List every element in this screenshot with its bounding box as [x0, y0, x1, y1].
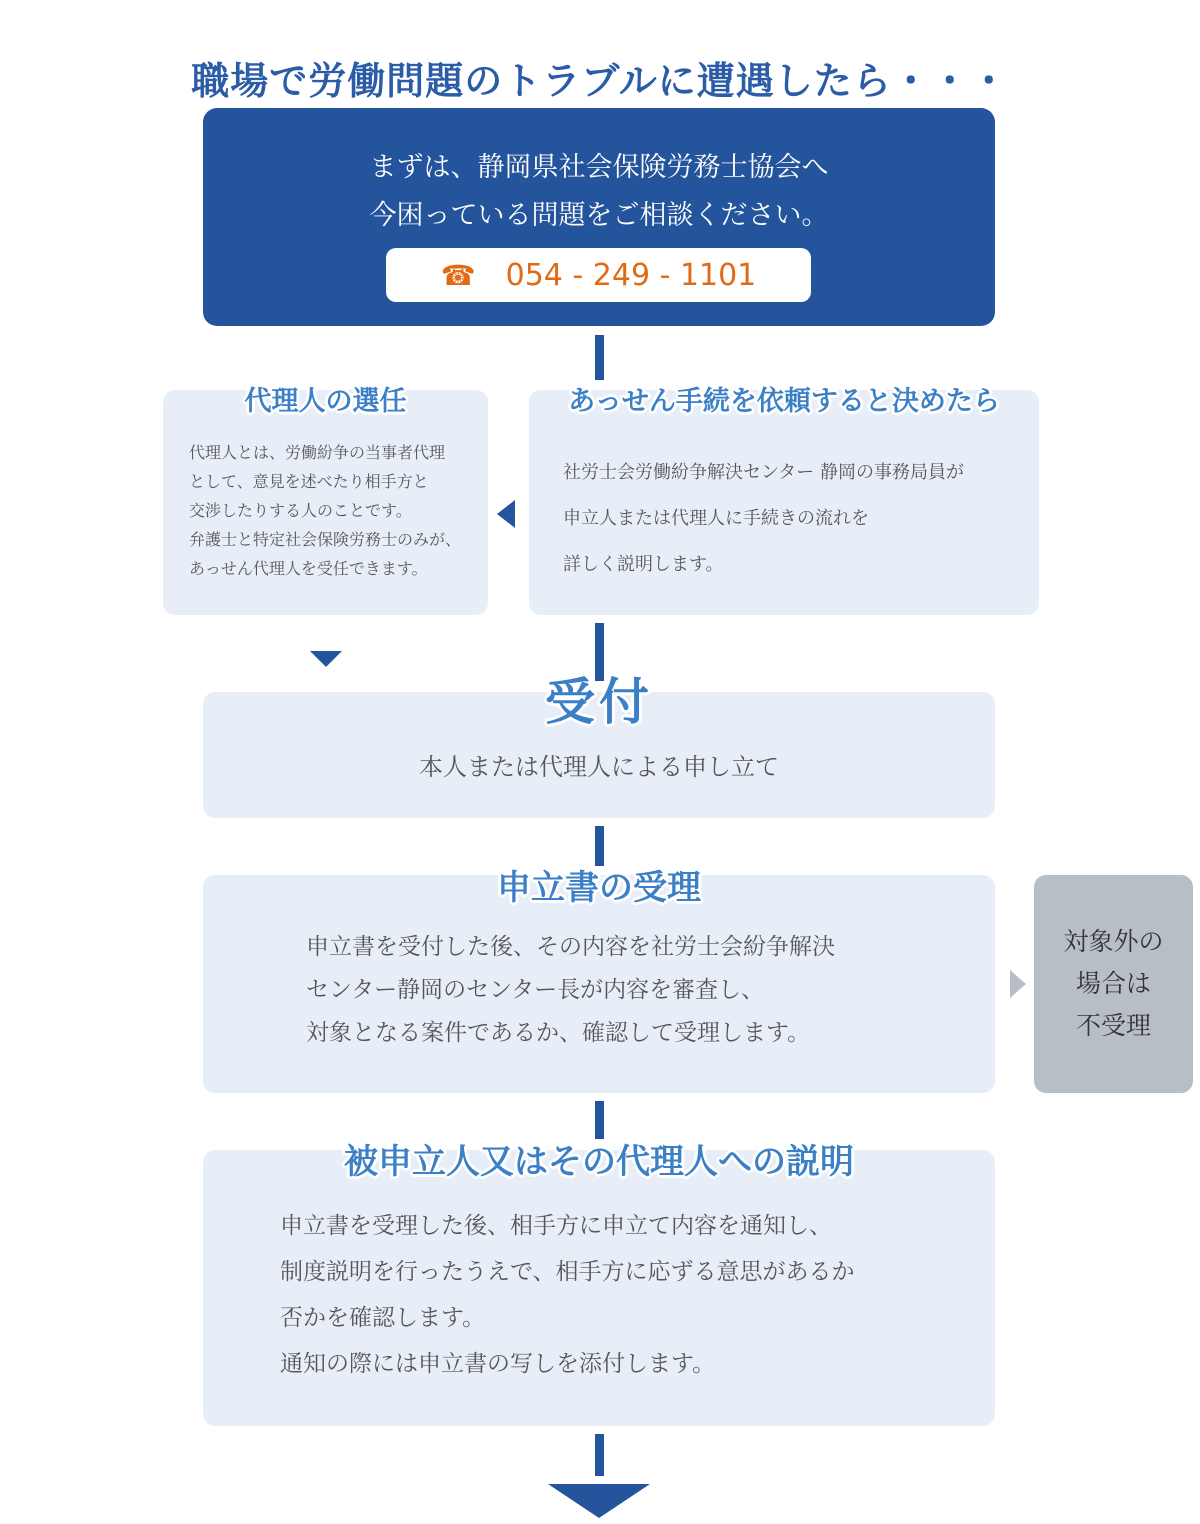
rejection-line: 対象外の	[1063, 927, 1164, 956]
acceptance-line: 申立書を受付した後、その内容を社労士会紛争解決	[306, 934, 835, 960]
page-title: 職場で労働問題のトラブルに遭遇したら・・・	[191, 59, 1009, 103]
consultation-line-2: 今困っている問題をご相談ください。	[369, 200, 829, 231]
decide-line: 詳しく説明します。	[563, 554, 724, 575]
explanation-line: 申立書を受理した後、相手方に申立て内容を通知し、	[280, 1213, 832, 1239]
decide-text	[563, 450, 964, 588]
explanation-text	[280, 1203, 855, 1387]
acceptance-title: 申立書の受理	[497, 868, 701, 908]
agent-line: 代理人とは、労働紛争の当事者代理	[189, 443, 446, 462]
phone-icon: ☎	[440, 258, 476, 292]
decide-line: 申立人または代理人に手続きの流れを	[563, 508, 869, 529]
reception-text: 本人または代理人による申し立て	[419, 753, 779, 781]
decide-title: あっせん手続を依頼すると決めたら	[568, 386, 1000, 417]
consultation-line-1: まずは、静岡県社会保険労務士協会へ	[369, 152, 829, 183]
agent-selection-text	[189, 438, 461, 583]
rejection-line: 場合は	[1075, 969, 1151, 998]
explanation-line: 通知の際には申立書の写しを添付します。	[280, 1351, 716, 1377]
connector-line	[595, 1434, 604, 1476]
decide-line: 社労士会労働紛争解決センター 静岡の事務局員が	[563, 462, 964, 483]
acceptance-line: 対象となる案件であるか、確認して受理します。	[306, 1020, 811, 1046]
phone-number: 054 - 249 - 1101	[505, 257, 757, 293]
rejection-box	[1034, 875, 1193, 1093]
explanation-line: 制度説明を行ったうえで、相手方に応ずる意思があるか	[280, 1259, 855, 1285]
agent-line: あっせん代理人を受任できます。	[189, 559, 428, 578]
reception-title: 受付	[545, 673, 653, 731]
connector-line	[595, 335, 604, 380]
phone-number-button[interactable]	[386, 248, 811, 302]
consultation-text	[203, 144, 995, 240]
acceptance-text	[306, 926, 835, 1055]
agent-line: 交渉したりする人のことです。	[189, 501, 412, 520]
rejection-line: 不受理	[1075, 1011, 1151, 1040]
agent-selection-title: 代理人の選任	[244, 386, 407, 417]
consultation-box	[203, 108, 995, 326]
agent-line: として、意見を述べたり相手方と	[189, 472, 429, 491]
arrow-down-large-icon	[548, 1484, 650, 1518]
acceptance-line: センター静岡のセンター長が内容を審査し、	[306, 977, 765, 1003]
arrow-right-icon	[1010, 970, 1026, 998]
arrow-left-icon	[497, 500, 515, 528]
agent-line: 弁護士と特定社会保険労務士のみが、	[189, 530, 462, 549]
explanation-line: 否かを確認します。	[280, 1305, 486, 1331]
explanation-title: 被申立人又はその代理人への説明	[344, 1142, 854, 1182]
